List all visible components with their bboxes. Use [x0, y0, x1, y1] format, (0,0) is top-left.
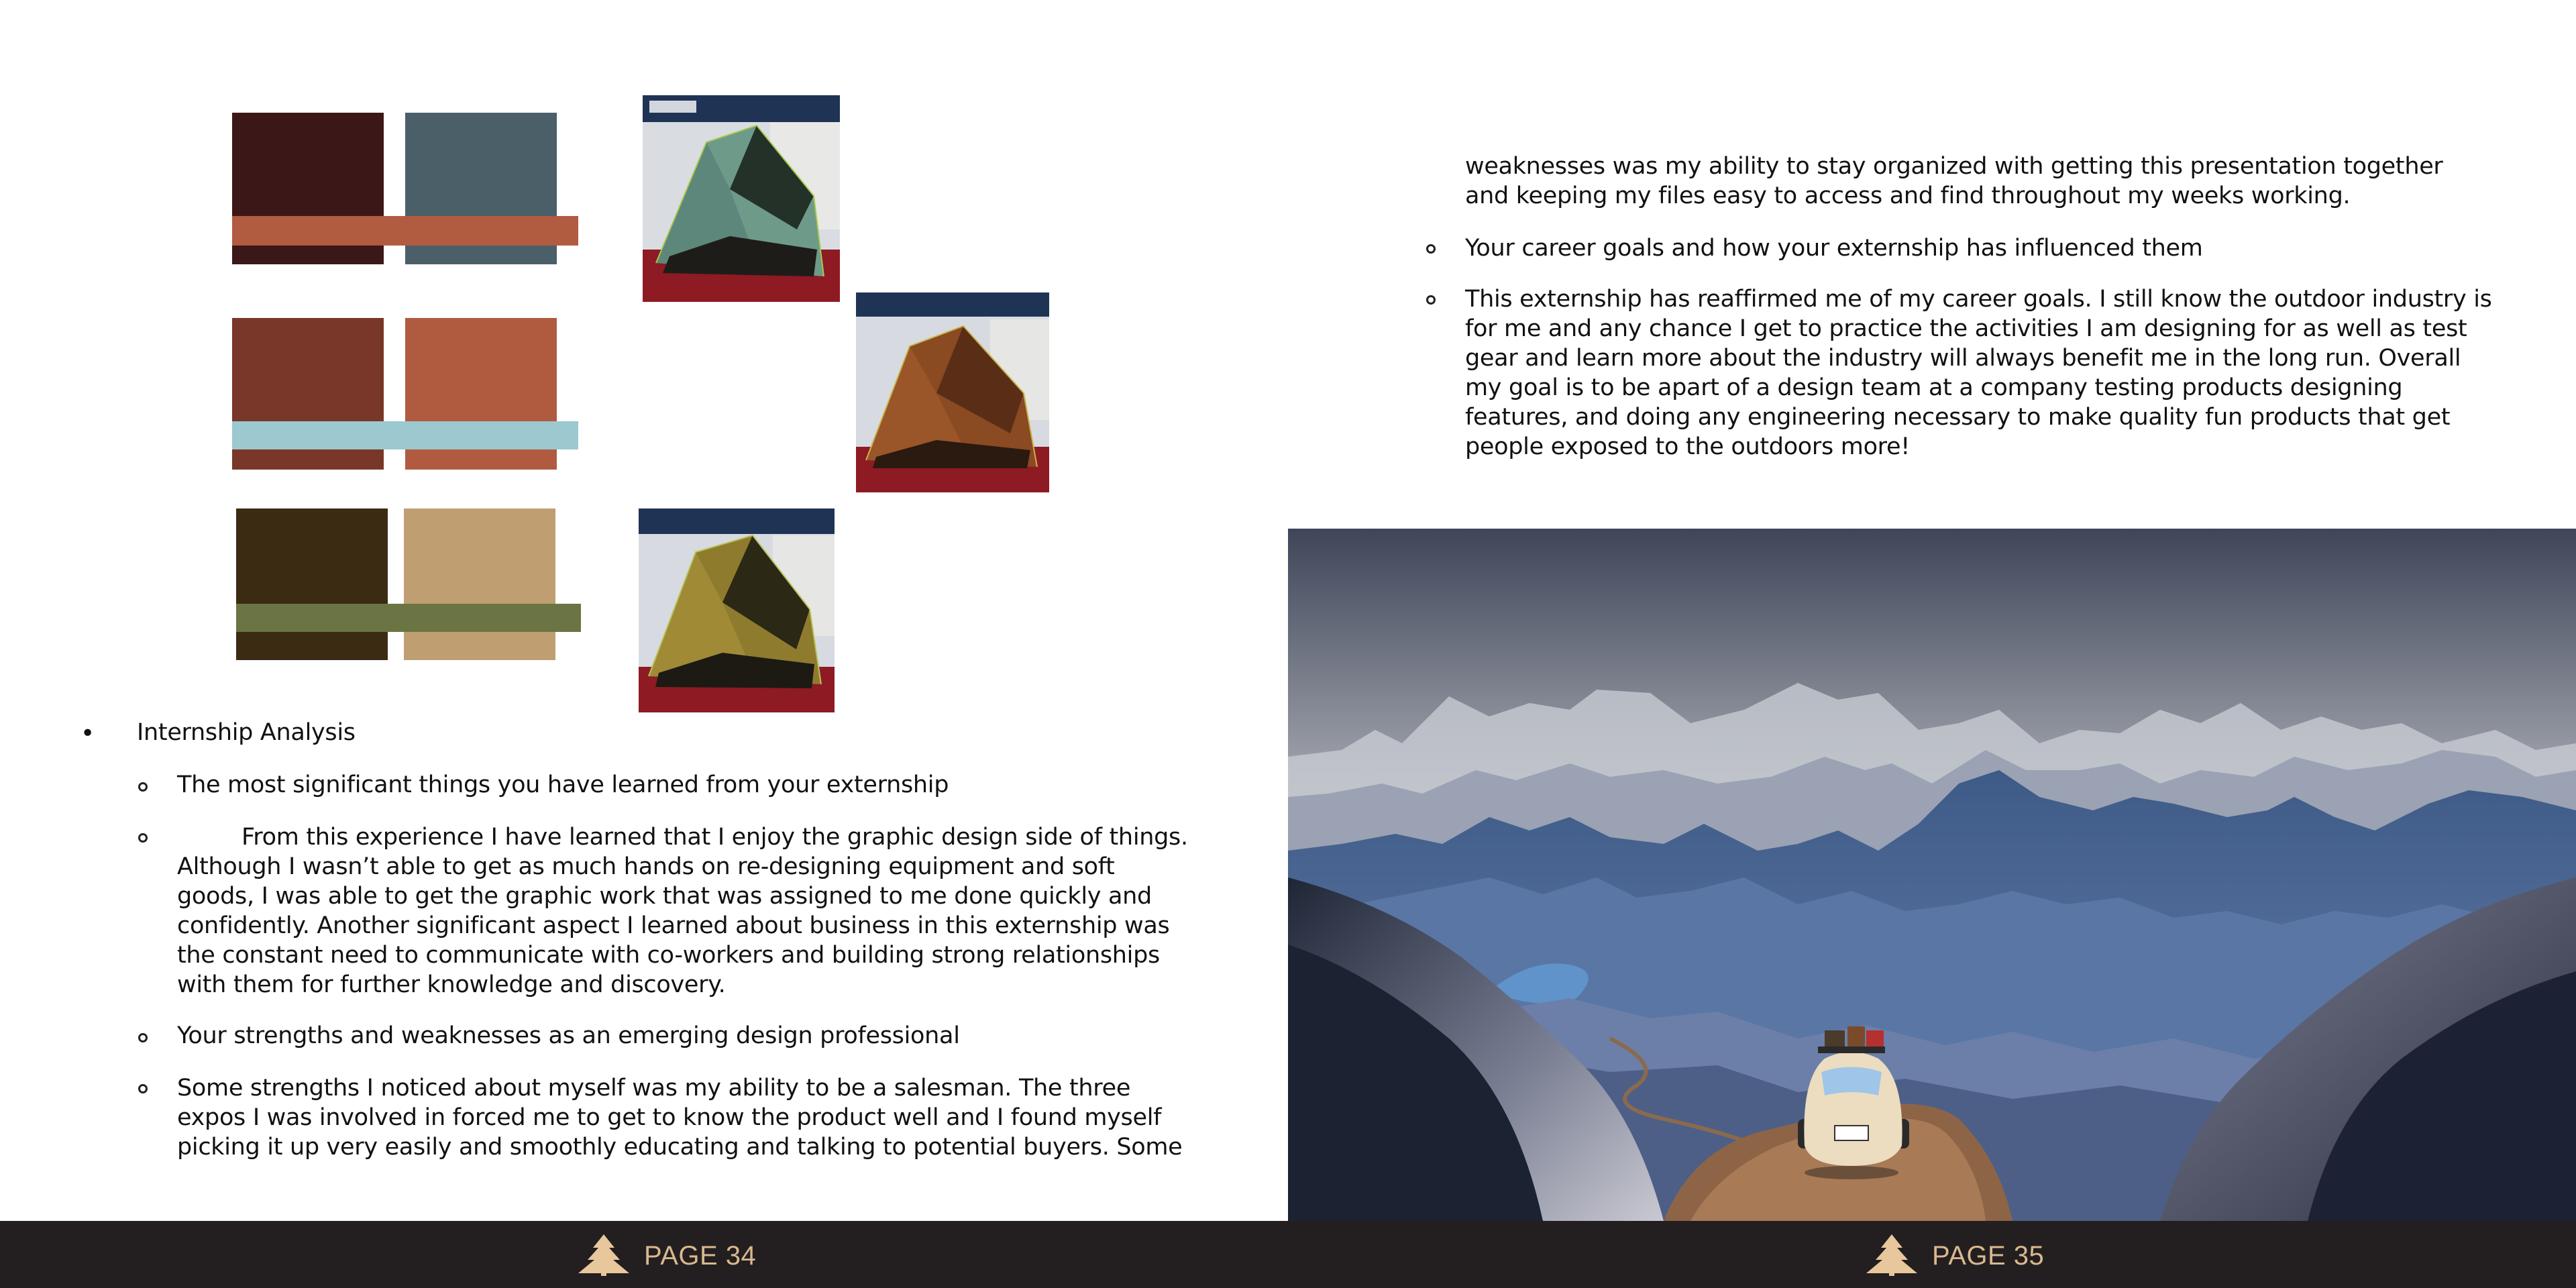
- page-footer-left: [0, 1221, 1288, 1288]
- analysis-answer-learned: From this experience I have learned that I enjoy the graphic design side of things. Although I wasn’t able to get as much hands on re-designing equipment and soft goods, I was able to get the graphic work that was assigned to me done quickly and confidently. Another significant aspect I learned about business in this externship was the constant need to communicate with co-workers and building strong relationships with them for further knowledge and discovery.: [177, 824, 1188, 998]
- swatch-tan: [404, 508, 555, 660]
- page-number-left: PAGE 34: [644, 1241, 757, 1271]
- page-footer-right-bar: [1288, 1221, 2576, 1288]
- continuation-text: weaknesses was my ability to stay organized with getting this presentation together and keeping my files easy to access and find throughout my weeks working.: [1465, 153, 2443, 209]
- analysis-question-learned: The most significant things you have learned from your externship: [177, 771, 949, 798]
- item-bullet: [138, 1033, 148, 1042]
- item-bullet: [1426, 295, 1436, 305]
- stripe-light-teal: [232, 421, 578, 449]
- analysis-answer-goals: This externship has reaffirmed me of my career goals. I still know the outdoor industry is for me and any chance I get to practice the activities I am designing for as well as test gear and learn more about the industry will always benefit me in the long run. Overall my goal is to be apart of a design team at a company testing products designing features, and doing any engineering necessary to make quality fun products that get people exposed to the outdoors more!: [1465, 286, 2492, 460]
- mountain-road-illustration: [1288, 529, 2576, 1221]
- tent-photo-olive: [639, 508, 835, 712]
- stripe-rust: [232, 216, 578, 246]
- section-bullet: •: [80, 720, 95, 747]
- pine-tree-icon: [576, 1233, 632, 1277]
- item-bullet: [1426, 244, 1436, 254]
- pine-tree-icon: [1864, 1233, 1920, 1277]
- tent-photo-brown: [856, 292, 1049, 492]
- tent-photo-green: [643, 95, 840, 302]
- item-bullet: [138, 782, 148, 792]
- item-bullet: [138, 1084, 148, 1093]
- item-bullet: [138, 833, 148, 843]
- analysis-question-strengths: Your strengths and weaknesses as an emerging design professional: [177, 1022, 960, 1049]
- analysis-question-goals: Your career goals and how your externship has influenced them: [1465, 235, 2203, 262]
- analysis-answer-strengths: Some strengths I noticed about myself was my ability to be a salesman. The three expos I was involved in forced me to get to know the product well and I found myself picking it up very easily and smoothly educating and talking to potential buyers. Some: [177, 1075, 1183, 1161]
- stripe-olive-green: [236, 604, 581, 632]
- section-title: Internship Analysis: [137, 719, 356, 746]
- page-number-right: PAGE 35: [1932, 1241, 2045, 1271]
- swatch-dark-olive-brown: [236, 508, 388, 660]
- right-page: [1288, 0, 2576, 1288]
